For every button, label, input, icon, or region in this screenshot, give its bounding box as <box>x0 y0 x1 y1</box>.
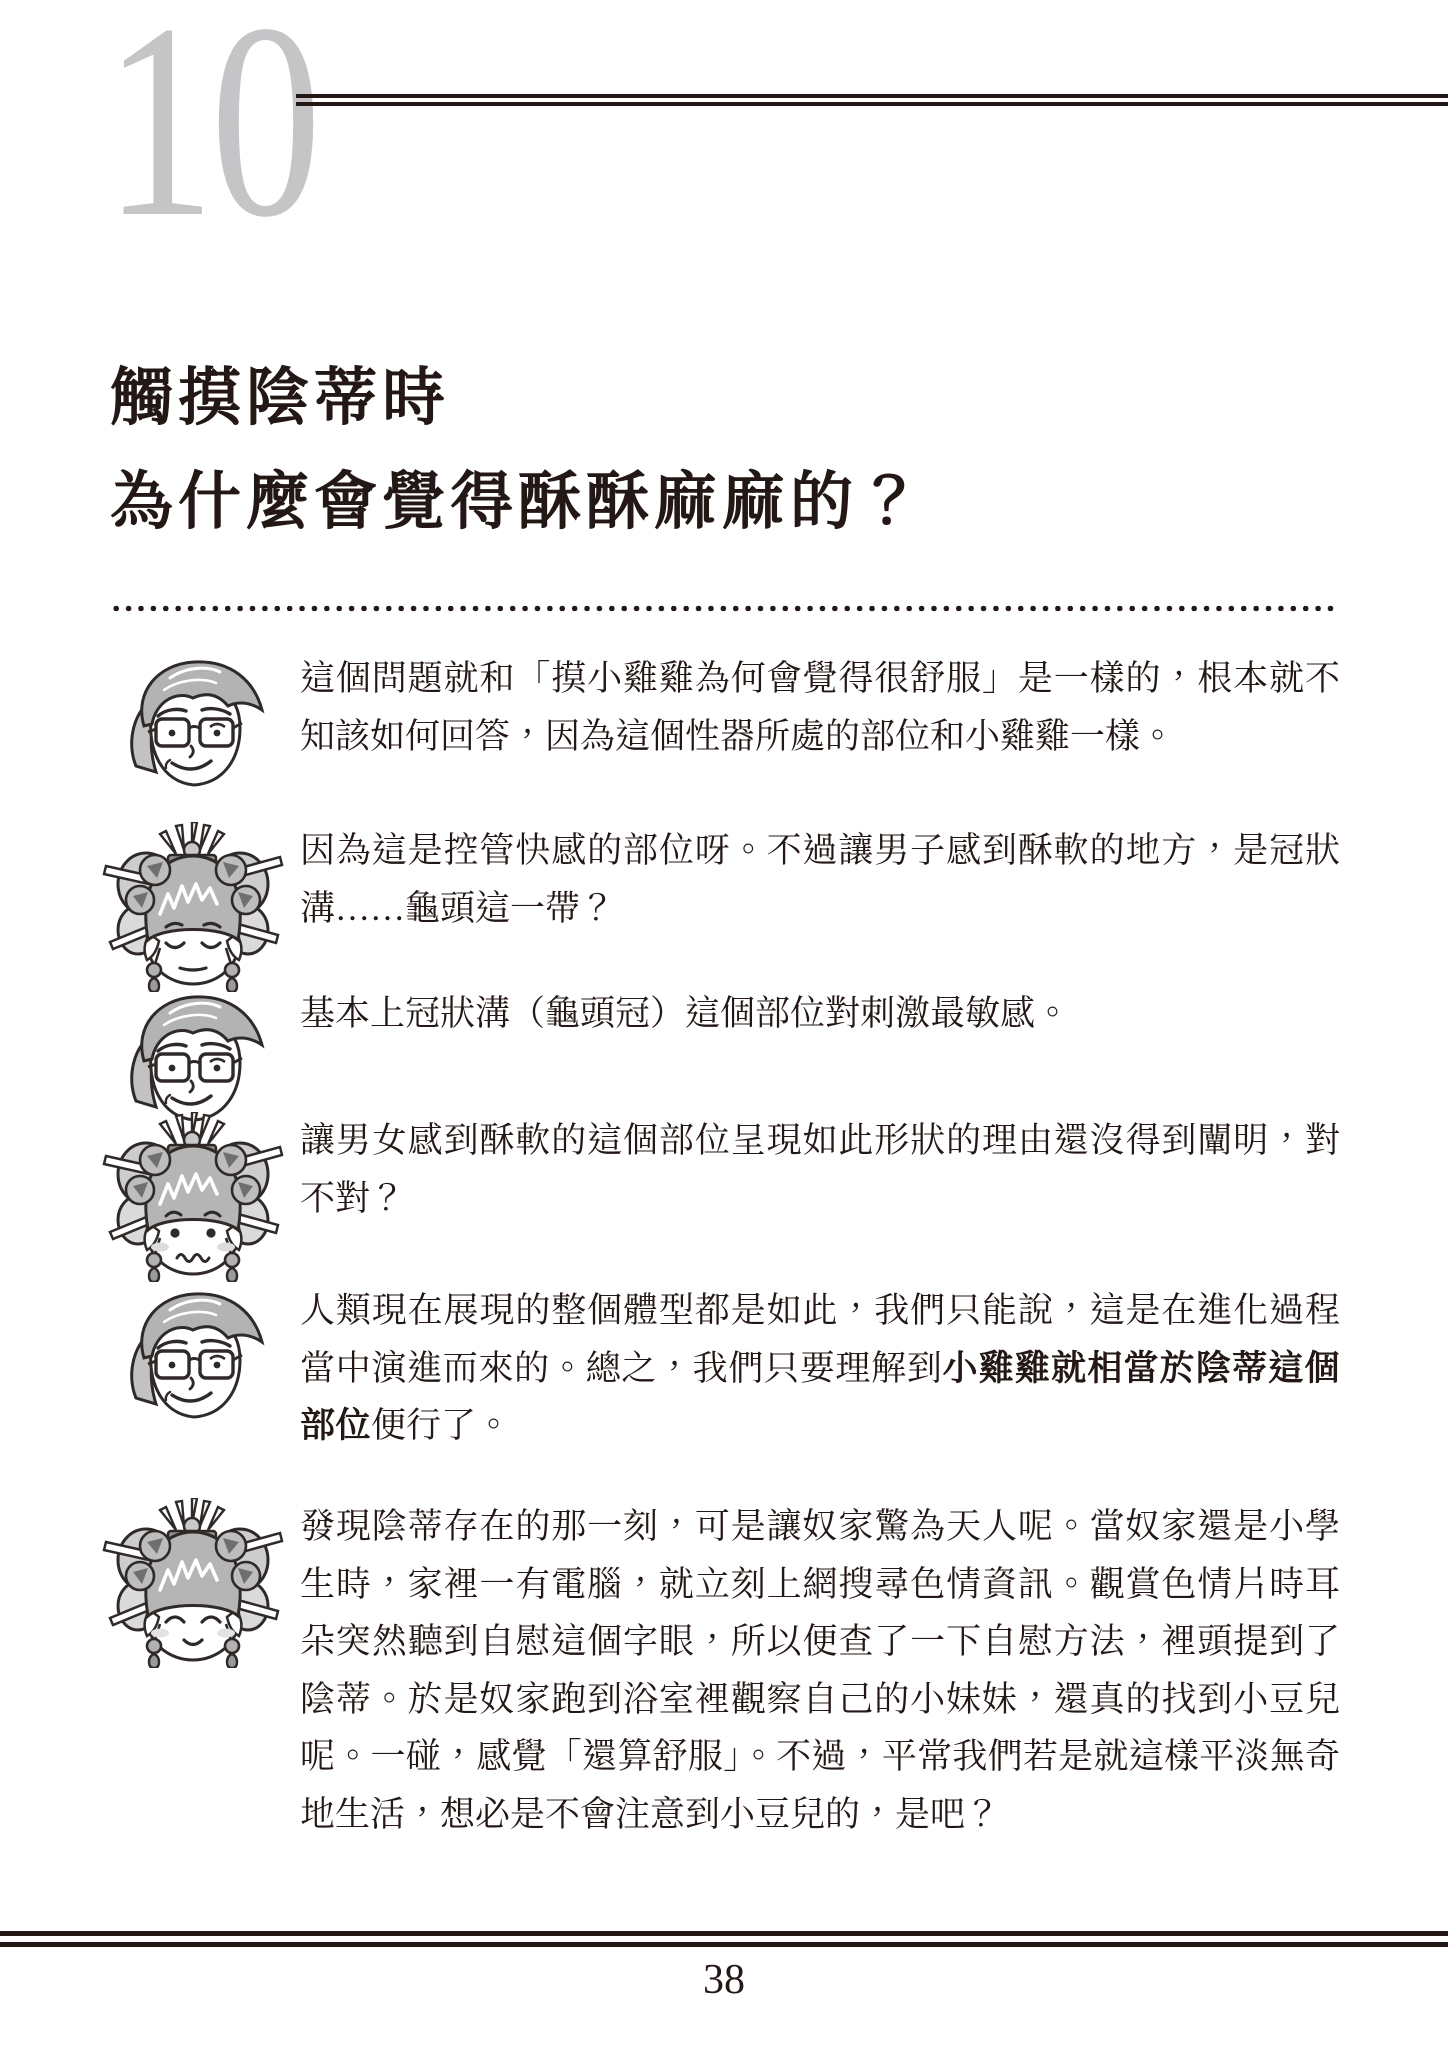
oiran-woman-avatar-icon <box>100 1112 286 1282</box>
dialogue-section <box>100 822 1340 937</box>
chapter-number: 10 <box>104 0 317 275</box>
speech-text: 因為這是控管快感的部位呀。不過讓男子感到酥軟的地方，是冠狀溝……龜頭這一帶？ <box>300 831 1340 928</box>
speech-text: 基本上冠狀溝（龜頭冠）這個部位對刺激最敏感。 <box>300 994 1071 1033</box>
speech-text: 讓男女感到酥軟的這個部位呈現如此形狀的理由還沒得到闡明，對不對？ <box>300 1121 1340 1218</box>
elderly-man-avatar-icon <box>114 985 266 1125</box>
oiran-woman-avatar-icon <box>100 1498 286 1668</box>
page-number: 38 <box>703 1957 745 2003</box>
dialogue-section <box>100 1498 1340 1843</box>
chapter-title-line-1: 觸摸陰蒂時 <box>110 363 450 433</box>
speech-text: 這個問題就和「摸小雞雞為何會覺得很舒服」是一樣的，根本就不知該如何回答，因為這個性器所處的部位和小雞雞一樣。 <box>300 659 1340 756</box>
top-double-rule <box>296 94 1448 106</box>
speech-text: 發現陰蒂存在的那一刻，可是讓奴家驚為天人呢。當奴家還是小學生時，家裡一有電腦，就立刻上網搜尋色情資訊。觀賞色情片時耳朵突然聽到自慰這個字眼，所以便查了一下自慰方法，裡頭提到了陰蒂。於是奴家跑到浴室裡觀察自己的小妹妹，還真的找到小豆兒呢。一碰，感覺「還算舒服」。不過，平常我們若是就這樣平淡無奇地生活，想必是不會注意到小豆兒的，是吧？ <box>300 1507 1340 1834</box>
dialogue-section <box>100 650 1340 765</box>
dialogue-section <box>100 985 1340 1043</box>
oiran-woman-avatar-icon <box>100 822 286 992</box>
chapter-title-line-2: 為什麼會覺得酥酥麻麻的？ <box>110 467 926 537</box>
chapter-title <box>110 346 926 554</box>
dialogue-section <box>100 1282 1340 1455</box>
dotted-divider <box>110 604 1338 613</box>
bottom-double-rule <box>0 1931 1448 1947</box>
dialogue-section <box>100 1112 1340 1227</box>
elderly-man-avatar-icon <box>114 650 266 790</box>
dialogue-area <box>100 650 1340 1890</box>
elderly-man-avatar-icon <box>114 1282 266 1422</box>
speech-text: 人類現在展現的整個體型都是如此，我們只能說，這是在進化過程當中演進而來的。總之，我們只要理解到小雞雞就相當於陰蒂這個部位便行了。 <box>300 1291 1340 1445</box>
